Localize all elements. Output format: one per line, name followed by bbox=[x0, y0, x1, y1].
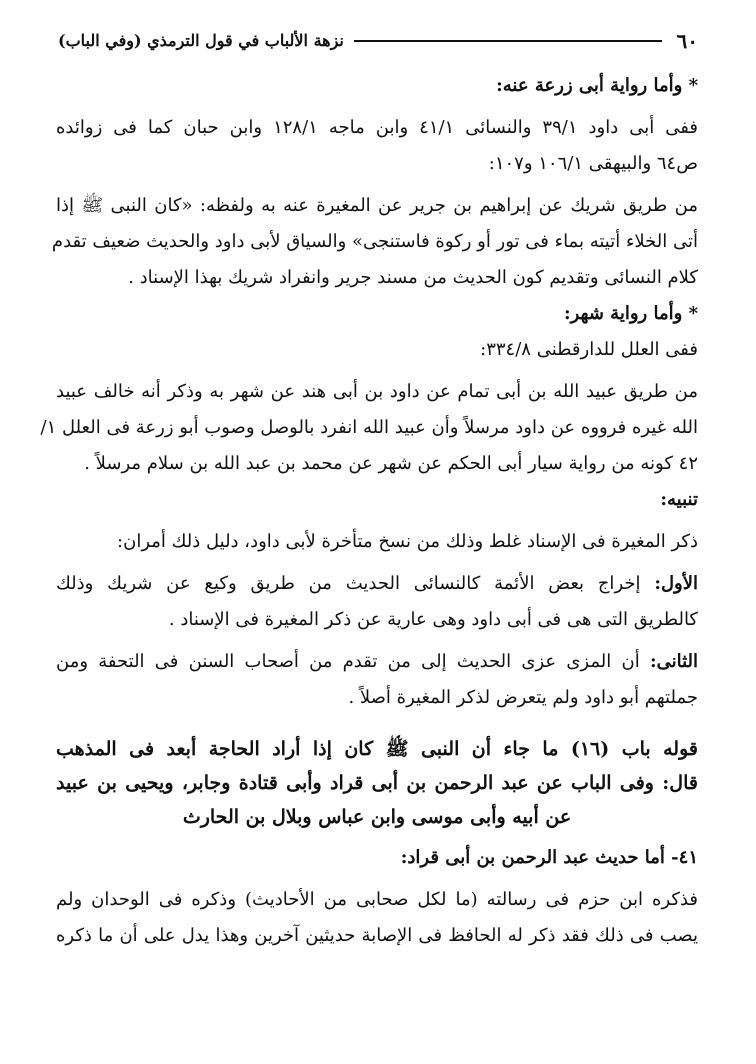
subheading-abu-zura: * وأما رواية أبى زرعة عنه: bbox=[496, 75, 698, 96]
text-line: كالطريق التى هى فى أبى داود وهى عارية عن ذكر المغيرة فى الإسناد . bbox=[168, 609, 698, 630]
text-line: ص٦٤ والبيهقى ١٠٦/١ و١٠٧: bbox=[488, 153, 698, 174]
text-line: فذكره ابن حزم فى رسالته (ما لكل صحابى من الأحاديث) وذكره فى الوحدان ولم bbox=[56, 889, 698, 910]
text-line: من طريق شريك عن إبراهيم بن جرير عن المغيرة عنه به ولفظه: «كان النبى ﷺ إذا bbox=[56, 195, 698, 216]
text-line: ففى أبى داود ٣٩/١ والنسائى ٤١/١ وابن ماجه ١٢٨/١ وابن حبان كما فى زوائده bbox=[56, 117, 698, 138]
subheading-shahr: * وأما رواية شهر: bbox=[563, 303, 698, 324]
hadith-heading: ٤١- أما حديث عبد الرحمن بن أبى قراد: bbox=[400, 847, 698, 868]
running-title: نزهة الألباب في قول الترمذي (وفي الباب) bbox=[58, 31, 344, 50]
chapter-heading: عن أبيه وأبى موسى وابن عباس وبلال بن الحارث bbox=[182, 806, 572, 828]
running-header bbox=[58, 26, 698, 56]
point-text: أن المزى عزى الحديث إلى من تقدم من أصحاب السنن فى التحفة ومن bbox=[56, 651, 650, 672]
text-line: أتى الخلاء أتيته بماء فى تور أو ركوة فاستنجى» والسياق لأبى داود والحديث ضعيف تقدم bbox=[51, 231, 698, 252]
subheading-tanbih: تنبيه: bbox=[660, 489, 698, 510]
text-line: الله غيره فرووه عن داود مرسلاً وأن عبيد الله انفرد بالوصل وصوب أبو زرعة فى العلل ١/ bbox=[40, 417, 698, 438]
text-line bbox=[56, 644, 698, 680]
header-rule bbox=[354, 40, 662, 42]
text-line: جملتهم أبو داود ولم يتعرض لذكر المغيرة أصلاً . bbox=[348, 687, 698, 708]
text-line: كلام النسائى وتقديم كون الحديث من مسند جرير وانفراد شريك بهذا الإسناد . bbox=[128, 267, 698, 288]
chapter-heading: قوله باب (١٦) ما جاء أن النبى ﷺ كان إذا أراد الحاجة أبعد فى المذهب bbox=[56, 738, 698, 760]
point-label-second: الثانى: bbox=[649, 651, 698, 672]
point-text: إخراج بعض الأئمة كالنسائى الحديث من طريق وكيع عن شريك وذلك bbox=[56, 573, 655, 594]
chapter-heading: قال: وفى الباب عن عبد الرحمن بن أبى قراد وأبى قتادة وجابر، ويحيى بن عبيد bbox=[56, 772, 698, 794]
page-body bbox=[40, 68, 698, 954]
text-line: ففى العلل للدارقطنى ٣٣٤/٨: bbox=[480, 339, 698, 360]
page-number: ٦٠ bbox=[676, 29, 698, 53]
point-label-first: الأول: bbox=[654, 573, 698, 594]
text-line: من طريق عبيد الله بن أبى تمام عن داود بن أبى هند عن شهر به وذكر أنه خالف عبيد bbox=[56, 381, 698, 402]
text-line: ٤٢ كونه من رواية سيار أبى الحكم عن شهر عن محمد بن عبد الله بن سلام مرسلاً . bbox=[84, 453, 698, 474]
text-line: ذكر المغيرة فى الإسناد غلط وذلك من نسخ متأخرة لأبى داود، دليل ذلك أمران: bbox=[117, 531, 698, 552]
text-line: يصب فى ذلك فقد ذكر له الحافظ فى الإصابة حديثين آخرين وهذا يدل على أن ما ذكره bbox=[56, 925, 698, 946]
text-line bbox=[56, 566, 698, 602]
